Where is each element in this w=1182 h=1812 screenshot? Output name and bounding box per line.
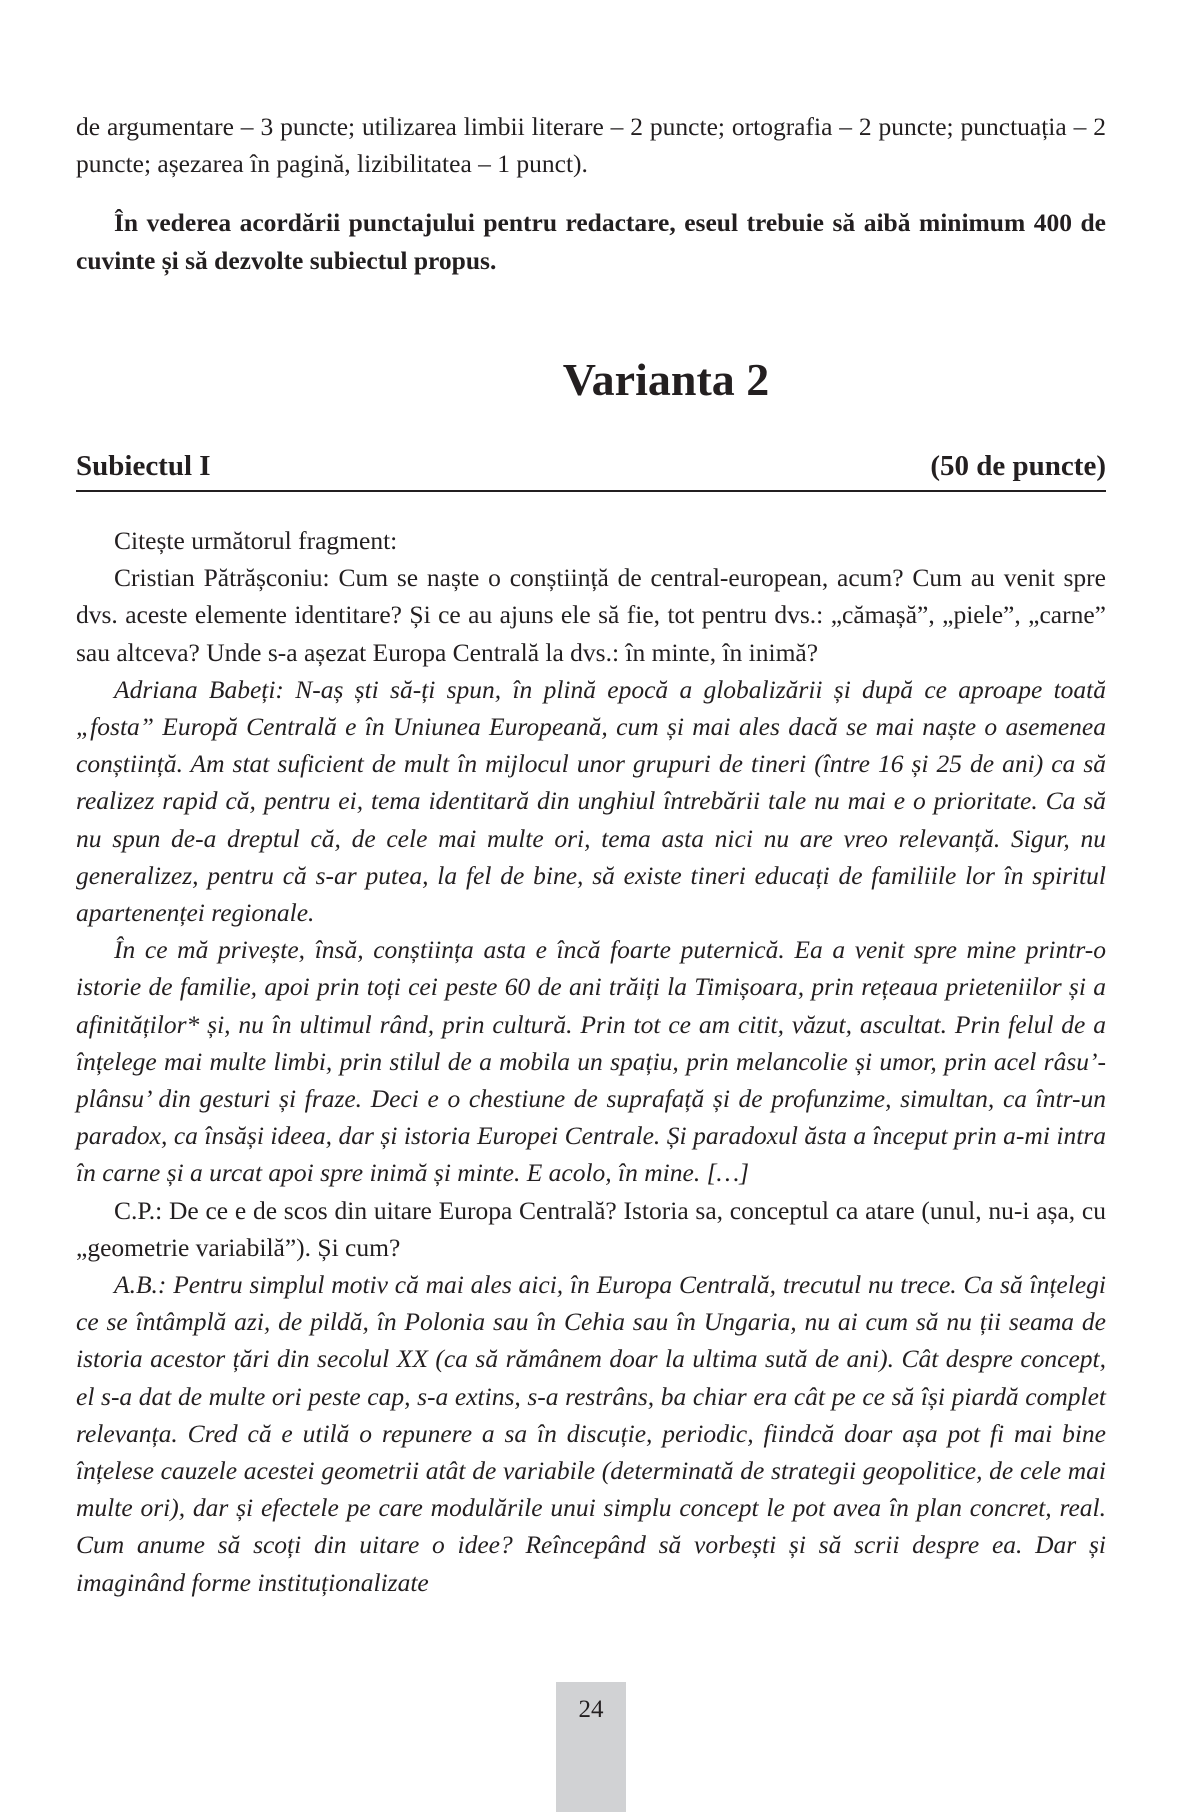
intro-paragraph-1: de argumentare – 3 puncte; utilizarea limbii literare – 2 puncte; ortografia – 2 puncte; punctuația – 2 puncte; așezarea în pagină, lizibilitatea – 1 punct). xyxy=(76,112,1106,179)
interview-question-1: Cristian Pătrășconiu: Cum se naște o conștiință de central-european, acum? Cum au venit spre dvs. aceste elemente identitare? Și ce au ajuns ele să fie, tot pentru dvs.: „cămașă”, „piele”, „carne” sau altceva? Unde s-a așezat Europa Centrală la dvs.: în minte, în inimă? xyxy=(76,563,1106,667)
interview-answer-1: Adriana Babeți: N-aș ști să-ți spun, în plină epocă a globalizării și după ce aproape toată „fosta” Europă Centrală e în Uniunea Europeană, cum și mai ales dacă se mai naște o asemenea conștiință. Am stat suficient de mult în mijlocul unor grupuri de tineri (între 16 și 25 de ani) ca să realizez rapid că, pentru ei, tema identitară din unghiul întrebării tale nu mai e o prioritate. Ca să nu spun de-a dreptul că, de cele mai multe ori, tema asta nici nu are vreo relevanță. Sigur, nu generalizez, pentru că s-ar putea, la fel de bine, să existe tineri educați de familiile lor în spiritul apartenenței regionale. xyxy=(76,674,1106,928)
intro-paragraph-2: În vederea acordării punctajului pentru redactare, eseul trebuie să aibă minimum 400 de cuvinte și să dezvolte subiectul propus. xyxy=(76,208,1106,275)
fragment-text xyxy=(76,522,1106,1601)
subject-points: (50 de puncte) xyxy=(930,450,1106,482)
instruction-line: Citește următorul fragment: xyxy=(114,526,398,555)
interview-question-2: C.P.: De ce e de scos din uitare Europa Centrală? Istoria sa, conceptul ca atare (unul, nu-i așa, cu „geometrie variabilă”). Și cum? xyxy=(76,1195,1106,1262)
subject-header xyxy=(76,444,1106,492)
page-number: 24 xyxy=(578,1696,604,1723)
interview-answer-2: A.B.: Pentru simplul motiv că mai ales aici, în Europa Centrală, trecutul nu trece. Ca să înțelegi ce se întâmplă azi, de pildă, în Polonia sau în Cehia sau în Ungaria, nu ai cum să nu ții seama de istoria acestor țări din secolul XX (ca să rămânem doar la ultima sută de ani). Cât despre concept, el s-a dat de multe ori peste cap, s-a extins, s-a restrâns, ba chiar era cât pe ce să își piardă complet relevanța. Cred că e utilă o repunere a sa în discuție, periodic, fiindcă doar așa pot fi mai bine înțelese cauzele acestei geometrii atât de variabile (determinată de strategii geopolitice, de cele mai multe ori), dar și efectele pe care modulările unui simplu concept le pot avea în plan concret, real. Cum anume să scoți din uitare o idee? Reîncepând să vorbești și să scrii despre ea. Dar și imaginând forme instituționalizate xyxy=(76,1270,1106,1597)
subject-label: Subiectul I xyxy=(76,450,211,482)
interview-answer-1-continued: În ce mă privește, însă, conștiința asta e încă foarte puternică. Ea a venit spre mine printr-o istorie de familie, apoi prin toți cei peste 60 de ani trăiți la Timișoara, prin rețeaua prieteniilor și a afinităților* și, nu în ultimul rând, prin cultură. Prin tot ce am citit, văzut, ascultat. Prin felul de a înțelege mai multe limbi, prin stilul de a mobila un spațiu, prin melancolie și umor, prin acel râsu’- plânsu’ din gesturi și fraze. Deci e o chestiune de suprafață și de profunzime, simultan, ca într-un paradox, ca însăși ideea, dar și istoria Europei Centrale. Și paradoxul ăsta a început prin a-mi intra în carne și a urcat apoi spre inimă și minte. E acolo, în mine. […] xyxy=(76,935,1106,1188)
section-title: Varianta 2 xyxy=(562,354,770,405)
page-content xyxy=(76,108,1106,1597)
